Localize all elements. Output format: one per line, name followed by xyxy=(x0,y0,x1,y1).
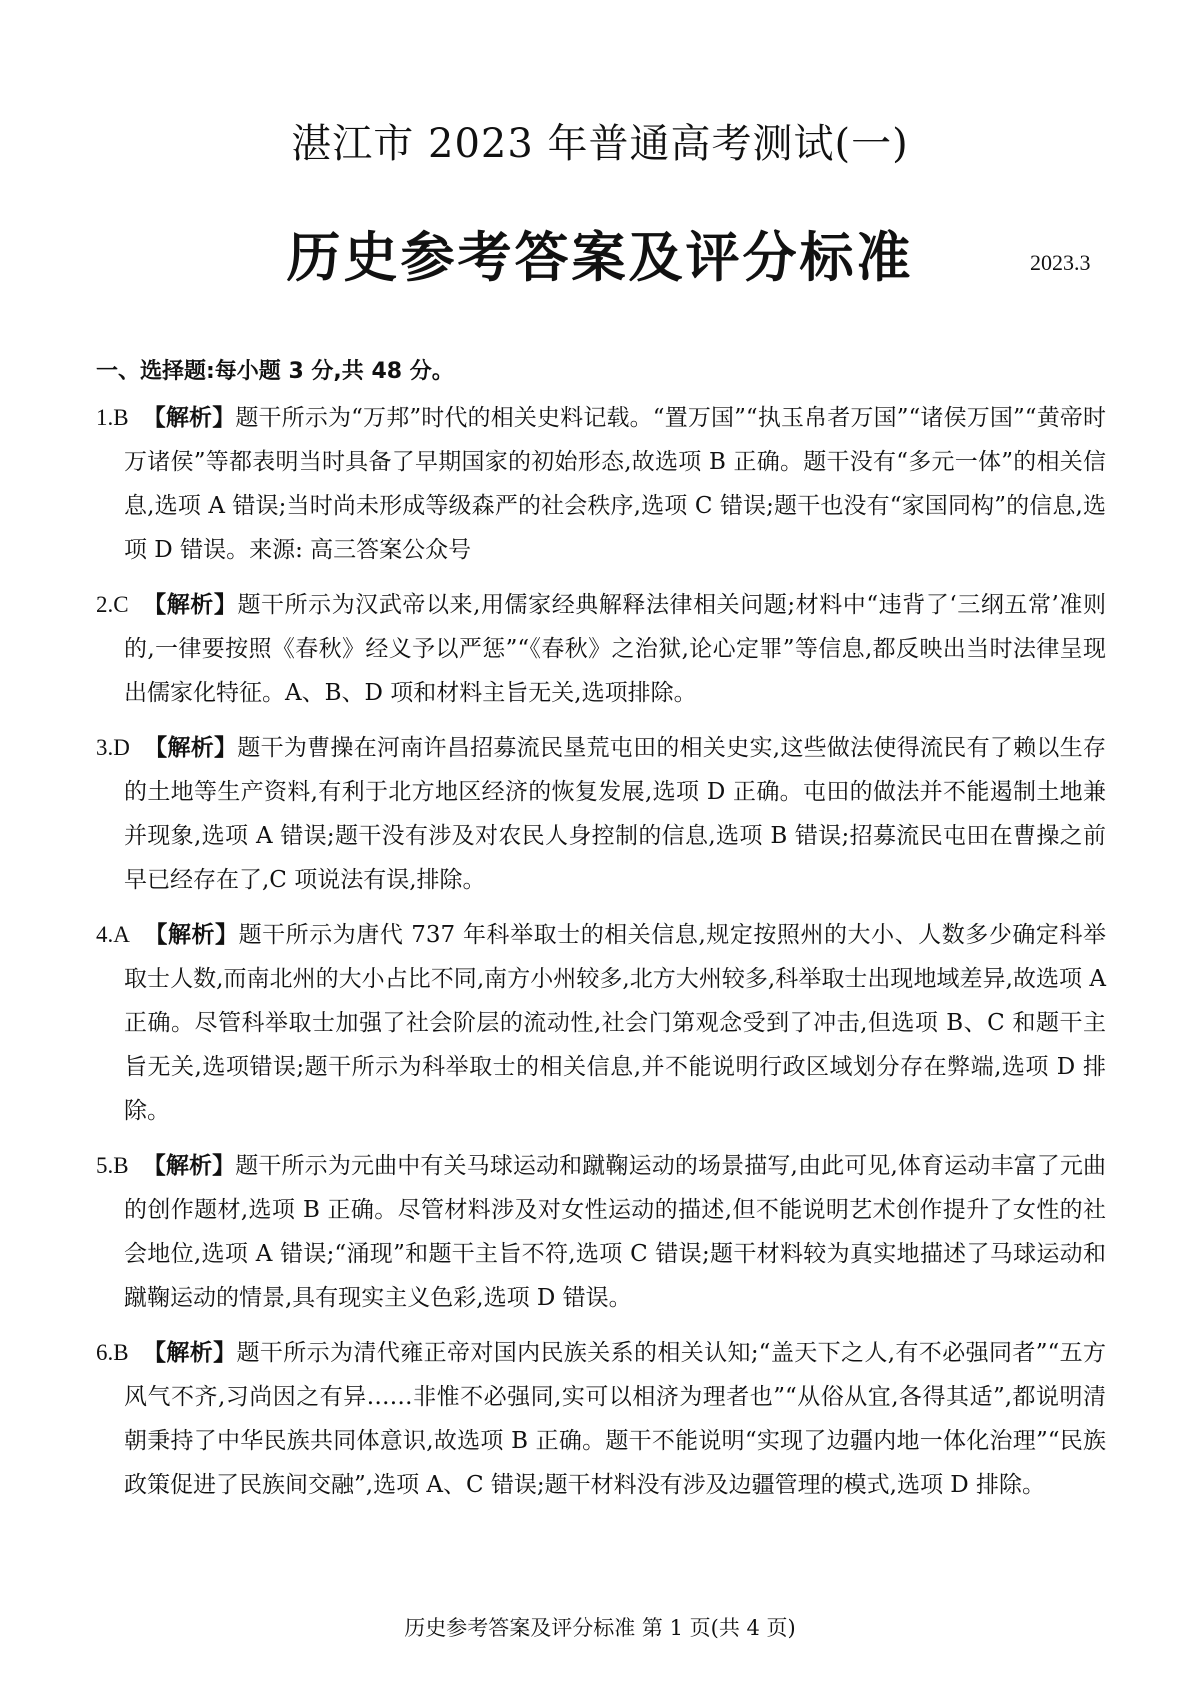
answer-item xyxy=(96,1331,1106,1507)
analysis-tag: 【解析】 xyxy=(143,734,238,761)
question-number: 2. xyxy=(96,592,114,617)
answer-key: B xyxy=(113,1153,129,1178)
answer-item xyxy=(96,726,1106,902)
answer-list xyxy=(96,396,1106,1518)
answer-key: A xyxy=(113,922,130,947)
answer-key: B xyxy=(113,405,129,430)
analysis-tag: 【解析】 xyxy=(142,404,236,431)
answer-key: D xyxy=(113,735,130,760)
answer-key: B xyxy=(113,1340,129,1365)
answer-head xyxy=(96,922,144,948)
answer-item xyxy=(96,913,1106,1133)
analysis-text: 题干为曹操在河南许昌招募流民垦荒屯田的相关史实,这些做法使得流民有了赖以生存的土地等生产资料,有利于北方地区经济的恢复发展,选项 D 正确。屯田的做法并不能遏制土地兼并现象,选项 A 错误;题干没有涉及对农民人身控制的信息,选项 B 错误;招募流民屯田在曹操之前早已经存在了,C 项说法有误,排除。 xyxy=(124,735,1106,893)
page-footer: 历史参考答案及评分标准 第 1 页(共 4 页) xyxy=(404,1616,796,1640)
document-date: 2023.3 xyxy=(1030,250,1091,275)
analysis-text: 题干所示为元曲中有关马球运动和蹴鞠运动的场景描写,由此可见,体育运动丰富了元曲的创作题材,选项 B 正确。尽管材料涉及对女性运动的描述,但不能说明艺术创作提升了女性的社会地位,选项 A 错误;“涌现”和题干主旨不符,选项 C 错误;题干材料较为真实地描述了马球运动和蹴鞠运动的情景,具有现实主义色彩,选项 D 错误。 xyxy=(124,1153,1107,1311)
answer-head xyxy=(96,735,144,761)
answer-head xyxy=(96,405,143,431)
analysis-tag: 【解析】 xyxy=(143,921,239,948)
answer-head xyxy=(96,1153,143,1179)
analysis-text: 题干所示为汉武帝以来,用儒家经典解释法律相关问题;材料中“违背了‘三纲五常’准则的,一律要按照《春秋》经义予以严惩”“《春秋》之治狱,论心定罪”等信息,都反映出当时法律呈现出儒家化特征。A、B、D 项和材料主旨无关,选项排除。 xyxy=(124,592,1106,706)
answer-item xyxy=(96,396,1106,572)
analysis-text: 题干所示为清代雍正帝对国内民族关系的相关认知;“盖天下之人,有不必强同者”“五方风气不齐,习尚因之有异……非惟不必强同,实可以相济为理者也”“从俗从宜,各得其适”,都说明清朝秉持了中华民族共同体意识,故选项 B 正确。题干不能说明“实现了边疆内地一体化治理”“民族政策促进了民族间交融”,选项 A、C 错误;题干材料没有涉及边疆管理的模式,选项 D 排除。 xyxy=(124,1340,1107,1498)
document-title: 历史参考答案及评分标准 xyxy=(286,226,914,289)
analysis-text: 题干所示为唐代 737 年科举取士的相关信息,规定按照州的大小、人数多少确定科举取士人数,而南北州的大小占比不同,南方小州较多,北方大州较多,科举取士出现地域差异,故选项 A 正确。尽管科举取士加强了社会阶层的流动性,社会门第观念受到了冲击,但选项 B、C 和题干主旨无关,选项错误;题干所示为科举取士的相关信息,并不能说明行政区域划分存在弊端,选项 D 排除。 xyxy=(124,922,1106,1124)
answer-head xyxy=(96,1340,143,1366)
question-number: 5. xyxy=(96,1153,114,1178)
question-number: 3. xyxy=(96,735,114,760)
analysis-tag: 【解析】 xyxy=(142,1152,236,1179)
section-heading-multiple-choice: 一、选择题:每小题 3 分,共 48 分。 xyxy=(96,359,454,384)
question-number: 6. xyxy=(96,1340,114,1365)
question-number: 1. xyxy=(96,405,114,430)
answer-item xyxy=(96,583,1106,715)
analysis-tag: 【解析】 xyxy=(142,1339,237,1366)
analysis-tag: 【解析】 xyxy=(142,591,238,618)
answer-item xyxy=(96,1144,1106,1320)
question-number: 4. xyxy=(96,922,114,947)
analysis-text: 题干所示为“万邦”时代的相关史料记载。“置万国”“执玉帛者万国”“诸侯万国”“黄帝时万诸侯”等都表明当时具备了早期国家的初始形态,故选项 B 正确。题干没有“多元一体”的相关信息,选项 A 错误;当时尚未形成等级森严的社会秩序,选项 C 错误;题干也没有“家国同构”的信息,选项 D 错误。来源: 高三答案公众号 xyxy=(124,405,1106,563)
answer-head xyxy=(96,592,143,618)
exam-title: 湛江市 2023 年普通高考测试(一) xyxy=(291,121,909,167)
answer-key: C xyxy=(113,592,129,617)
